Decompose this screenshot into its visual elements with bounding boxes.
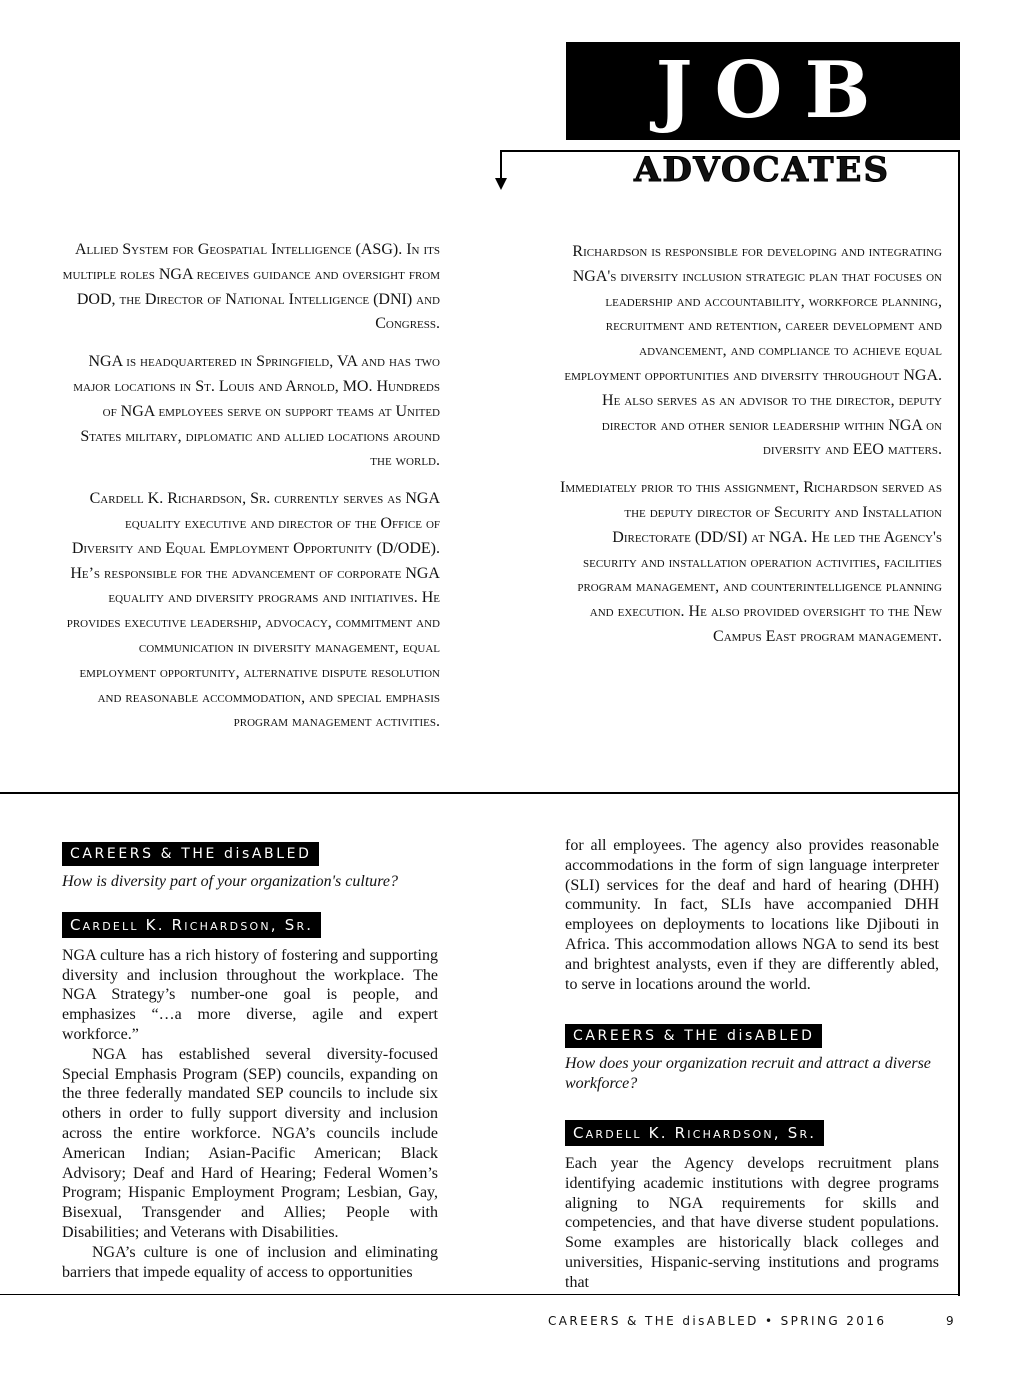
header-rule-drop — [500, 150, 502, 180]
header-job-box — [566, 42, 960, 140]
answer-paragraph: NGA culture has a rich history of fostering and supporting diversity and inclusion throughout the workplace. The NGA Strategy’s number-one goal is people, and emphasizes “…a more diverse, agile and expert workforce.” — [62, 946, 438, 1043]
answer-continuation: for all employees. The agency also provides reasonable accommodations in the form of sign language interpreter (SLI) services for the deaf and hard of hearing (DHH) community. In fact, SLIs have accompanied DHH employees on deployments to locations like Djibouti in Africa. This accommodation allows NGA to send its best and brightest analysts, even if they are differently abled, to serve in locations around the world. — [565, 837, 939, 993]
respondent-label: Cardell K. Richardson, Sr. — [565, 1120, 824, 1146]
footer-issue: SPRING 2016 — [780, 1314, 887, 1328]
upper-left-paragraph: NGA is headquartered in Springfield, VA and has two major locations in St. Louis and Arnold, MO. Hundreds of NGA employees serve on support teams at United States military, diplomatic and allied locations around the world. — [73, 353, 440, 470]
upper-right-column — [560, 240, 942, 663]
lower-left-column — [62, 842, 438, 1282]
interview-question: How does your organization recruit and attract a diverse workforce? — [565, 1055, 931, 1093]
upper-left-paragraph: Cardell K. Richardson, Sr. currently serves as NGA equality executive and director of the Office of Diversity and Equal Employment Opportunity (D/ODE). He’s responsible for the advancement of corporate NGA equality and diversity programs and initiatives. He provides executive leadership, advocacy, commitment and communication in diversity management, equal employment opportunity, alternative dispute resolution and reasonable accommodation, and special emphasis program management activities. — [66, 490, 440, 731]
header-advocates-title: ADVOCATES — [633, 150, 891, 190]
page-footer — [548, 1314, 960, 1332]
upper-right-paragraph: Richardson is responsible for developing and integrating NGA's diversity inclusion strategic plan that focuses on leadership and accountability, workforce planning, recruitment and retention, career development and advancement, and compliance to achieve equal employment opportunities and diversity throughout NGA. He also serves as an advisor to the director, deputy director and other senior leadership within NGA on diversity and EEO matters. — [564, 243, 942, 459]
magazine-label: CAREERS & THE disABLED — [62, 842, 319, 866]
upper-right-paragraph: Immediately prior to this assignment, Richardson served as the deputy director of Security and Installation Directorate (DD/SI) at NGA. He led the Agency's security and installation operation activities, facilities program management, and counterintelligence planning and execution. He also provided oversight to the New Campus East program management. — [560, 479, 942, 645]
answer-paragraph: Each year the Agency develops recruitment plans identifying academic institutions with degree programs aligning to NGA requirements for skills and competencies, and that have diverse student populations. Some examples are historically black colleges and universities, Hispanic-serving institutions and programs that — [565, 1154, 939, 1291]
footer-magazine-name: CAREERS & THE disABLED — [548, 1314, 759, 1328]
footer-rule — [0, 1294, 960, 1295]
page-number: 9 — [946, 1314, 954, 1328]
upper-left-column — [60, 238, 440, 748]
upper-left-paragraph: Allied System for Geospatial Intelligence (ASG). In its multiple roles NGA receives guidance and oversight from DOD, the Director of National Intelligence (DNI) and Congress. — [62, 241, 440, 333]
arrow-down-icon — [495, 178, 507, 190]
lower-right-column — [565, 836, 939, 1293]
section-divider — [0, 792, 958, 794]
footer-bullet: • — [764, 1314, 775, 1328]
answer-paragraph: NGA’s culture is one of inclusion and eliminating barriers that impede equality of access to opportunities — [62, 1243, 438, 1281]
right-border-rule — [958, 150, 960, 1296]
respondent-label: Cardell K. Richardson, Sr. — [62, 912, 321, 938]
interview-question: How is diversity part of your organization's culture? — [62, 873, 399, 890]
magazine-label: CAREERS & THE disABLED — [565, 1024, 822, 1048]
answer-paragraph: NGA has established several diversity-focused Special Emphasis Program (SEP) councils, expanding on the three federally mandated SEP councils to include six others in order to fully support diversity and inclusion across the entire workforce. NGA’s councils include American Indian; Asian-Pacific American; Black Advisory; Deaf and Hard of Hearing; Federal Women’s Program; Hispanic Employment Program; Lesbian, Gay, Bisexual, Transgender and Allies; People with Disabilities; and Veterans with Disabilities. — [62, 1045, 438, 1241]
header-job-title: JOB — [655, 45, 893, 136]
